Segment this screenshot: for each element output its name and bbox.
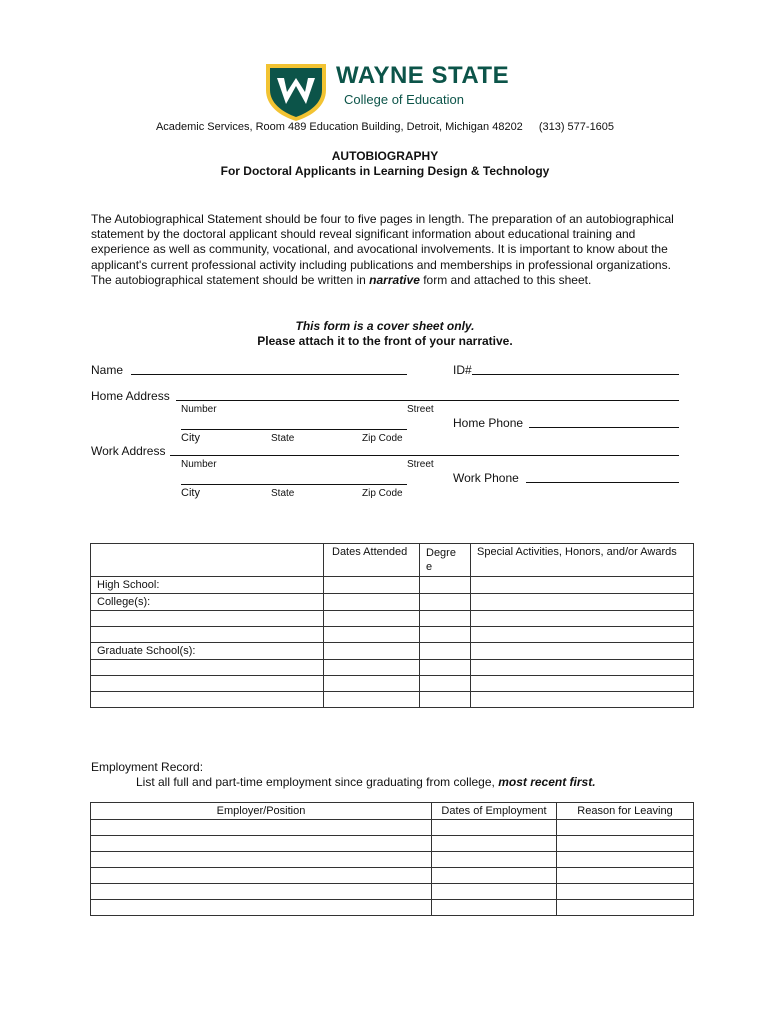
table-row <box>91 594 694 611</box>
home-phone-label: Home Phone <box>453 416 524 430</box>
employment-instruction <box>136 775 596 789</box>
intro-text-end: form and attached to this sheet. <box>419 272 592 287</box>
table-cell[interactable] <box>91 852 432 868</box>
table-cell[interactable] <box>91 900 432 916</box>
home-address-label: Home Address <box>91 389 170 403</box>
table-row <box>91 611 694 627</box>
education-row-label: High School: <box>91 577 324 594</box>
table-row <box>91 627 694 643</box>
table-cell[interactable] <box>324 676 420 692</box>
table-cell[interactable] <box>324 594 420 611</box>
employment-instruction-emphasis: most recent first. <box>498 775 596 789</box>
employment-header-cell: Dates of Employment <box>432 803 557 820</box>
education-row-label <box>91 611 324 627</box>
table-cell[interactable] <box>471 692 694 708</box>
table-row <box>91 676 694 692</box>
table-row <box>91 900 694 916</box>
employment-instruction-text: List all full and part-time employment since graduating from college, <box>136 775 499 789</box>
employment-table <box>90 802 694 916</box>
table-cell[interactable] <box>420 594 471 611</box>
education-table <box>90 543 694 708</box>
table-row <box>91 692 694 708</box>
home-state-caption: State <box>271 433 295 444</box>
work-street-caption: Street <box>407 459 434 470</box>
home-address-street-field[interactable] <box>176 400 679 401</box>
work-zip-caption: Zip Code <box>362 488 403 499</box>
work-number-caption: Number <box>181 459 217 470</box>
table-cell[interactable] <box>91 820 432 836</box>
cover-note-line2: Please attach it to the front of your narrative. <box>257 334 513 348</box>
table-cell[interactable] <box>432 868 557 884</box>
office-address: Academic Services, Room 489 Education Building, Detroit, Michigan 48202 <box>155 121 523 133</box>
table-cell[interactable] <box>557 884 694 900</box>
employment-header-cell: Employer/Position <box>91 803 432 820</box>
table-row <box>91 660 694 676</box>
office-address-line <box>0 121 770 133</box>
table-cell[interactable] <box>557 852 694 868</box>
table-cell[interactable] <box>324 660 420 676</box>
table-cell[interactable] <box>420 577 471 594</box>
education-header-cell <box>91 544 324 577</box>
table-row <box>91 884 694 900</box>
table-cell[interactable] <box>420 660 471 676</box>
education-row-label: College(s): <box>91 594 324 611</box>
table-cell[interactable] <box>432 884 557 900</box>
table-cell[interactable] <box>324 611 420 627</box>
work-phone-label: Work Phone <box>453 471 519 485</box>
home-number-caption: Number <box>181 404 217 415</box>
table-row <box>91 852 694 868</box>
table-cell[interactable] <box>324 692 420 708</box>
education-header-cell: Special Activities, Honors, and/or Awards <box>471 544 694 577</box>
table-row <box>91 820 694 836</box>
table-cell[interactable] <box>471 577 694 594</box>
work-address-street-field[interactable] <box>170 455 679 456</box>
intro-text: The Autobiographical Statement should be four to five pages in length. The preparation of an autobiographical statement by the doctoral applicant should reveal significant information about educational training and experience as well as community, vocational, and avocational involvements. It is important to know about the applicant's current professional activity including publications and memberships in professional organizations. The autobiographical statement should be written in <box>91 212 674 287</box>
education-header-cell: Dates Attended <box>324 544 420 577</box>
table-cell[interactable] <box>557 900 694 916</box>
education-row-label <box>91 692 324 708</box>
employment-header-cell: Reason for Leaving <box>557 803 694 820</box>
education-row-label <box>91 676 324 692</box>
work-phone-field[interactable] <box>526 482 679 483</box>
table-cell[interactable] <box>432 836 557 852</box>
name-label: Name <box>91 363 124 377</box>
table-row <box>91 643 694 660</box>
id-label: ID# <box>453 363 472 377</box>
education-row-label: Graduate School(s): <box>91 643 324 660</box>
work-address-label: Work Address <box>91 444 166 458</box>
home-city-caption: City <box>181 432 200 444</box>
office-phone: (313) 577-1605 <box>538 121 615 133</box>
logo-subtitle: College of Education <box>344 92 464 107</box>
logo-title: WAYNE STATE <box>336 62 510 89</box>
table-cell[interactable] <box>471 627 694 643</box>
wayne-state-logo <box>264 60 514 122</box>
table-cell[interactable] <box>420 692 471 708</box>
table-cell[interactable] <box>471 594 694 611</box>
table-cell[interactable] <box>91 868 432 884</box>
table-cell[interactable] <box>432 852 557 868</box>
table-cell[interactable] <box>91 836 432 852</box>
home-street-caption: Street <box>407 404 434 415</box>
table-cell[interactable] <box>420 611 471 627</box>
table-cell[interactable] <box>420 643 471 660</box>
intro-paragraph <box>91 212 691 288</box>
education-row-label <box>91 660 324 676</box>
table-cell[interactable] <box>471 676 694 692</box>
table-cell[interactable] <box>557 868 694 884</box>
work-city-caption: City <box>181 487 200 499</box>
table-cell[interactable] <box>324 577 420 594</box>
name-field[interactable] <box>131 374 407 375</box>
table-cell[interactable] <box>324 643 420 660</box>
table-cell[interactable] <box>557 836 694 852</box>
table-cell[interactable] <box>432 820 557 836</box>
table-cell[interactable] <box>420 627 471 643</box>
home-zip-caption: Zip Code <box>362 433 403 444</box>
home-city-state-zip-field[interactable] <box>181 429 407 430</box>
id-field[interactable] <box>472 374 679 375</box>
home-phone-field[interactable] <box>529 427 679 428</box>
table-cell[interactable] <box>432 900 557 916</box>
table-row <box>91 836 694 852</box>
education-header-row <box>91 544 694 577</box>
work-state-caption: State <box>271 488 295 499</box>
table-cell[interactable] <box>557 820 694 836</box>
table-cell[interactable] <box>91 884 432 900</box>
intro-emphasis: narrative <box>369 272 420 287</box>
table-row <box>91 868 694 884</box>
page-subtitle: For Doctoral Applicants in Learning Design & Technology <box>220 164 550 178</box>
work-city-state-zip-field[interactable] <box>181 484 407 485</box>
education-row-label <box>91 627 324 643</box>
table-row <box>91 577 694 594</box>
table-cell[interactable] <box>471 660 694 676</box>
employment-title: Employment Record: <box>91 760 204 774</box>
employment-header-row <box>91 803 694 820</box>
wayne-state-shield-icon <box>264 60 328 122</box>
table-cell[interactable] <box>471 611 694 627</box>
table-cell[interactable] <box>324 627 420 643</box>
education-header-cell: Degre e <box>420 544 471 577</box>
table-cell[interactable] <box>471 643 694 660</box>
page-title: AUTOBIOGRAPHY <box>331 149 439 163</box>
table-cell[interactable] <box>420 676 471 692</box>
cover-note-line1: This form is a cover sheet only. <box>295 319 475 333</box>
